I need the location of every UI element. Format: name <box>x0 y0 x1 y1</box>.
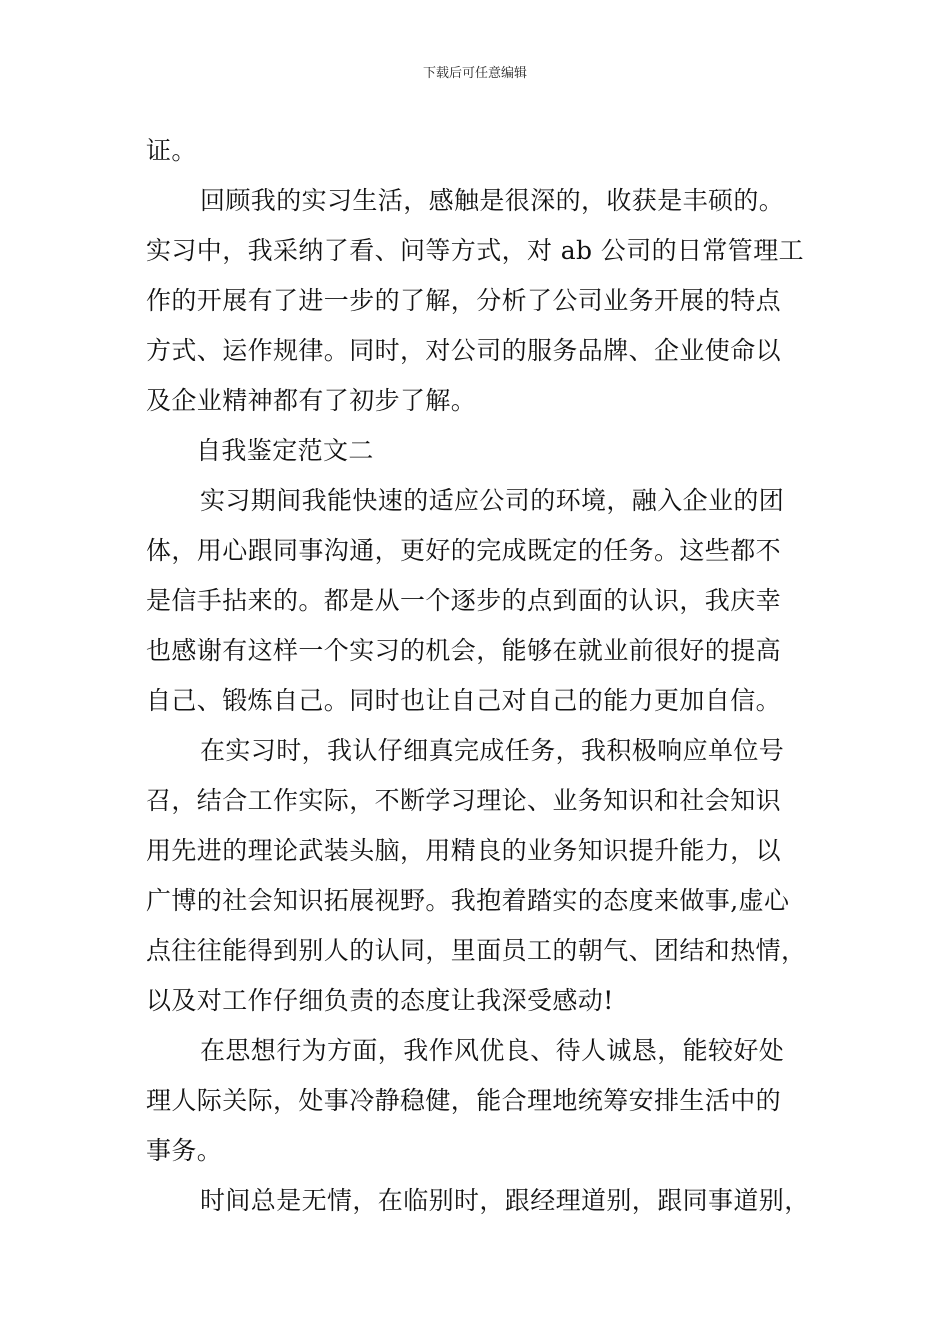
text-line: 召，结合工作实际，不断学习理论、业务知识和社会知识 <box>146 786 782 815</box>
text-line: 及企业精神都有了初步了解。 <box>146 386 477 415</box>
text-line: 点往往能得到别人的认同，里面员工的朝气、团结和热情， <box>146 936 807 965</box>
text-line: 用先进的理论武装头脑，用精良的业务知识提升能力，以 <box>146 836 782 865</box>
text-line: 事务。 <box>146 1136 223 1165</box>
text-line: 回顾我的实习生活，感触是很深的，收获是丰硕的。 <box>200 186 785 215</box>
text-line: 也感谢有这样一个实习的机会，能够在就业前很好的提高 <box>146 636 782 665</box>
text-line: 以及对工作仔细负责的态度让我深受感动! <box>146 986 614 1015</box>
text-line: 实习期间我能快速的适应公司的环境，融入企业的团 <box>200 486 785 515</box>
text-line: 作的开展有了进一步的了解，分析了公司业务开展的特点 <box>146 286 782 315</box>
text-line: 自己、锻炼自己。同时也让自己对自己的能力更加自信。 <box>146 686 782 715</box>
document-body <box>146 126 814 1226</box>
text-line: 方式、运作规律。同时，对公司的服务品牌、企业使命以 <box>146 336 782 365</box>
text-line: 在实习时，我认仔细真完成任务，我积极响应单位号 <box>200 736 785 765</box>
text-line: 时间总是无情，在临别时，跟经理道别，跟同事道别， <box>200 1186 810 1215</box>
text-line: 广博的社会知识拓展视野。我抱着踏实的态度来做事,虚心 <box>146 886 790 915</box>
text-line: 理人际关际，处事冷静稳健，能合理地统筹安排生活中的 <box>146 1086 782 1115</box>
page-header: 下载后可任意编辑 <box>422 66 527 81</box>
section-heading: 自我鉴定范文二 <box>196 436 374 465</box>
text-line: 是信手拈来的。都是从一个逐步的点到面的认识，我庆幸 <box>146 586 782 615</box>
text-line: 体，用心跟同事沟通，更好的完成既定的任务。这些都不 <box>146 536 782 565</box>
text-line: 证。 <box>146 136 197 165</box>
text-line: 在思想行为方面，我作风优良、待人诚恳，能较好处 <box>200 1036 785 1065</box>
text-line: 实习中，我采纳了看、问等方式，对 ab 公司的日常管理工 <box>146 236 805 265</box>
